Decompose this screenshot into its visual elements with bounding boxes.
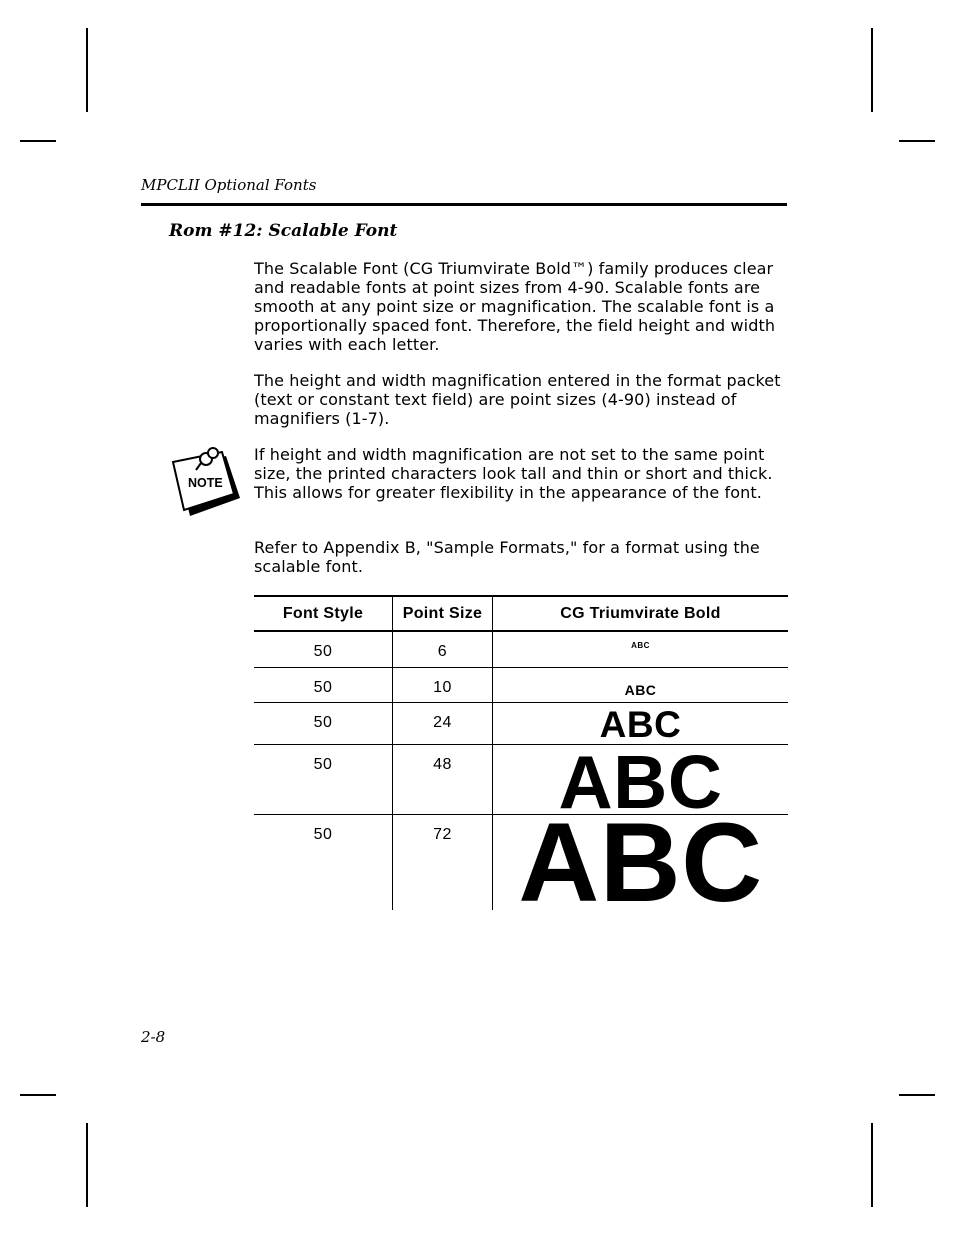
point-size-cell: 72: [393, 815, 493, 911]
font-style-cell: 50: [254, 631, 393, 667]
point-size-cell: 48: [393, 744, 493, 815]
running-header: MPCLII Optional Fonts: [141, 176, 317, 194]
crop-mark: [86, 28, 88, 112]
font-sample-text: ABC: [631, 641, 650, 650]
sample-cell: [493, 702, 789, 744]
column-header: Font Style: [254, 596, 393, 631]
table-header-row: [254, 596, 788, 631]
table-row: [254, 631, 788, 667]
crop-mark: [871, 28, 873, 112]
note-label: NOTE: [188, 476, 223, 490]
body-paragraph: The height and width magnification entered in the format packet (text or constant text field) are point sizes (4-90) instead of magnifiers (1-7).: [254, 371, 781, 428]
column-header: Point Size: [393, 596, 493, 631]
font-sample-text: ABC: [624, 681, 657, 698]
font-sample-text: ABC: [558, 739, 723, 824]
page-number: 2-8: [141, 1028, 166, 1046]
font-size-table: [254, 595, 788, 926]
body-paragraph: The Scalable Font (CG Triumvirate Bold™) family produces clear and readable fonts at point sizes from 4-90. Scalable fonts are smooth at any point size or magnification. The scalable font is a proportionally spaced font. Therefore, the field height and width varies with each letter.: [254, 259, 776, 354]
point-size-cell: 24: [393, 702, 493, 744]
crop-mark: [871, 1123, 873, 1207]
crop-mark: [86, 1123, 88, 1207]
sample-cell: [493, 800, 789, 926]
body-paragraph: Refer to Appendix B, "Sample Formats," for a format using the scalable font.: [254, 538, 760, 576]
table-row: [254, 667, 788, 702]
header-rule: [141, 203, 787, 206]
font-style-cell: 50: [254, 744, 393, 815]
sample-cell: [493, 667, 789, 702]
table-row: [254, 702, 788, 744]
font-style-cell: 50: [254, 667, 393, 702]
crop-mark: [20, 140, 56, 142]
font-style-cell: 50: [254, 815, 393, 911]
font-style-cell: 50: [254, 702, 393, 744]
note-pushpin-icon: [168, 444, 244, 520]
font-sample-text: ABC: [518, 800, 763, 926]
table-row: [254, 815, 788, 911]
crop-mark: [899, 1094, 935, 1096]
sample-cell: [493, 631, 789, 667]
crop-mark: [20, 1094, 56, 1096]
column-header: CG Triumvirate Bold: [493, 596, 789, 631]
point-size-cell: 6: [393, 631, 493, 667]
note-paragraph: If height and width magnification are not set to the same point size, the printed characters look tall and thin or short and thick. This allows for greater flexibility in the appearance of the font.: [254, 445, 773, 502]
point-size-cell: 10: [393, 667, 493, 702]
font-sample-text: ABC: [599, 703, 682, 745]
section-title: Rom #12: Scalable Font: [169, 221, 398, 241]
crop-mark: [899, 140, 935, 142]
